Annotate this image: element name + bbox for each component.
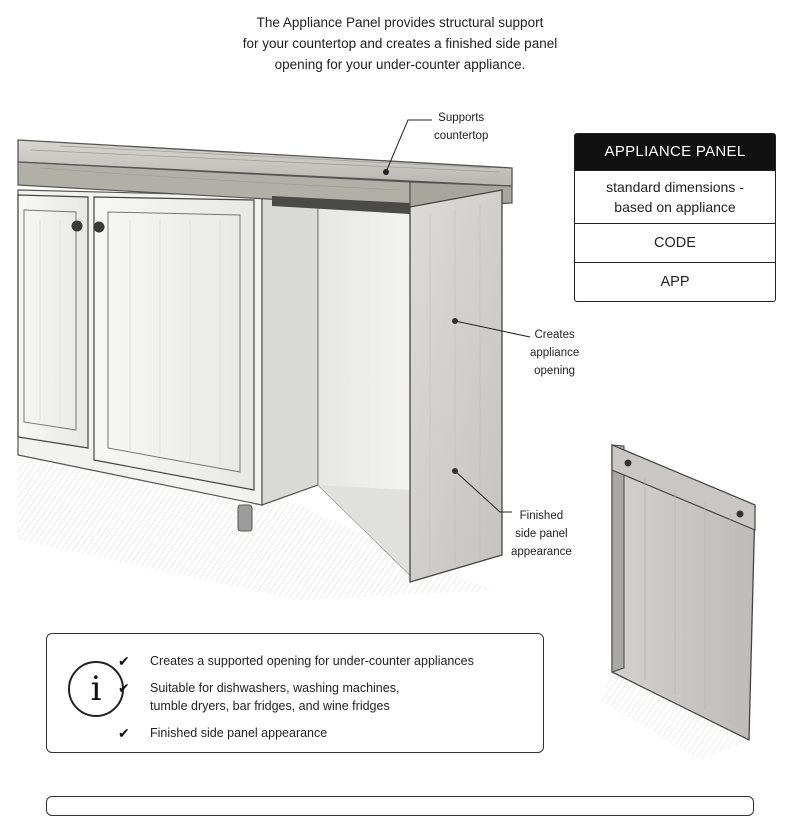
spec-table <box>574 133 776 302</box>
intro-line-3: opening for your under-counter appliance. <box>274 57 526 72</box>
installed-appliance-panel <box>410 190 502 582</box>
feature-item: ✔ Suitable for dishwashers, washing machines, tumble dryers, bar fridges, and wine fridges <box>118 680 400 713</box>
cabinet-leg <box>238 505 252 531</box>
callout-creates-opening: Creates appliance opening <box>530 329 580 377</box>
spec-table-code: CODE <box>575 223 775 262</box>
check-icon: ✔ <box>118 680 130 696</box>
right-door <box>94 197 254 490</box>
info-icon: i <box>68 661 124 717</box>
left-door <box>18 195 88 448</box>
check-icon: ✔ <box>118 653 130 669</box>
check-icon: ✔ <box>118 725 130 741</box>
feature-item: ✔ Finished side panel appearance <box>118 725 328 741</box>
callout-finished-side-panel: Finished side panel appearance <box>511 510 572 558</box>
feature-item: ✔ Creates a supported opening for under-counter appliances <box>118 653 474 669</box>
cabinet-end-side <box>262 196 318 505</box>
callout-supports-countertop: Supports countertop <box>434 112 489 142</box>
intro-line-2: for your countertop and creates a finished side panel <box>242 36 558 51</box>
intro-line-1: The Appliance Panel provides structural support <box>256 15 544 30</box>
features-box <box>46 633 544 753</box>
right-door-knob <box>94 222 105 233</box>
spec-table-header: APPLIANCE PANEL <box>575 134 775 170</box>
spec-table-app: APP <box>575 262 775 301</box>
left-door-knob <box>72 221 83 232</box>
bottom-box-edge <box>46 796 754 816</box>
spec-table-dimensions: standard dimensions - based on appliance <box>575 170 775 223</box>
